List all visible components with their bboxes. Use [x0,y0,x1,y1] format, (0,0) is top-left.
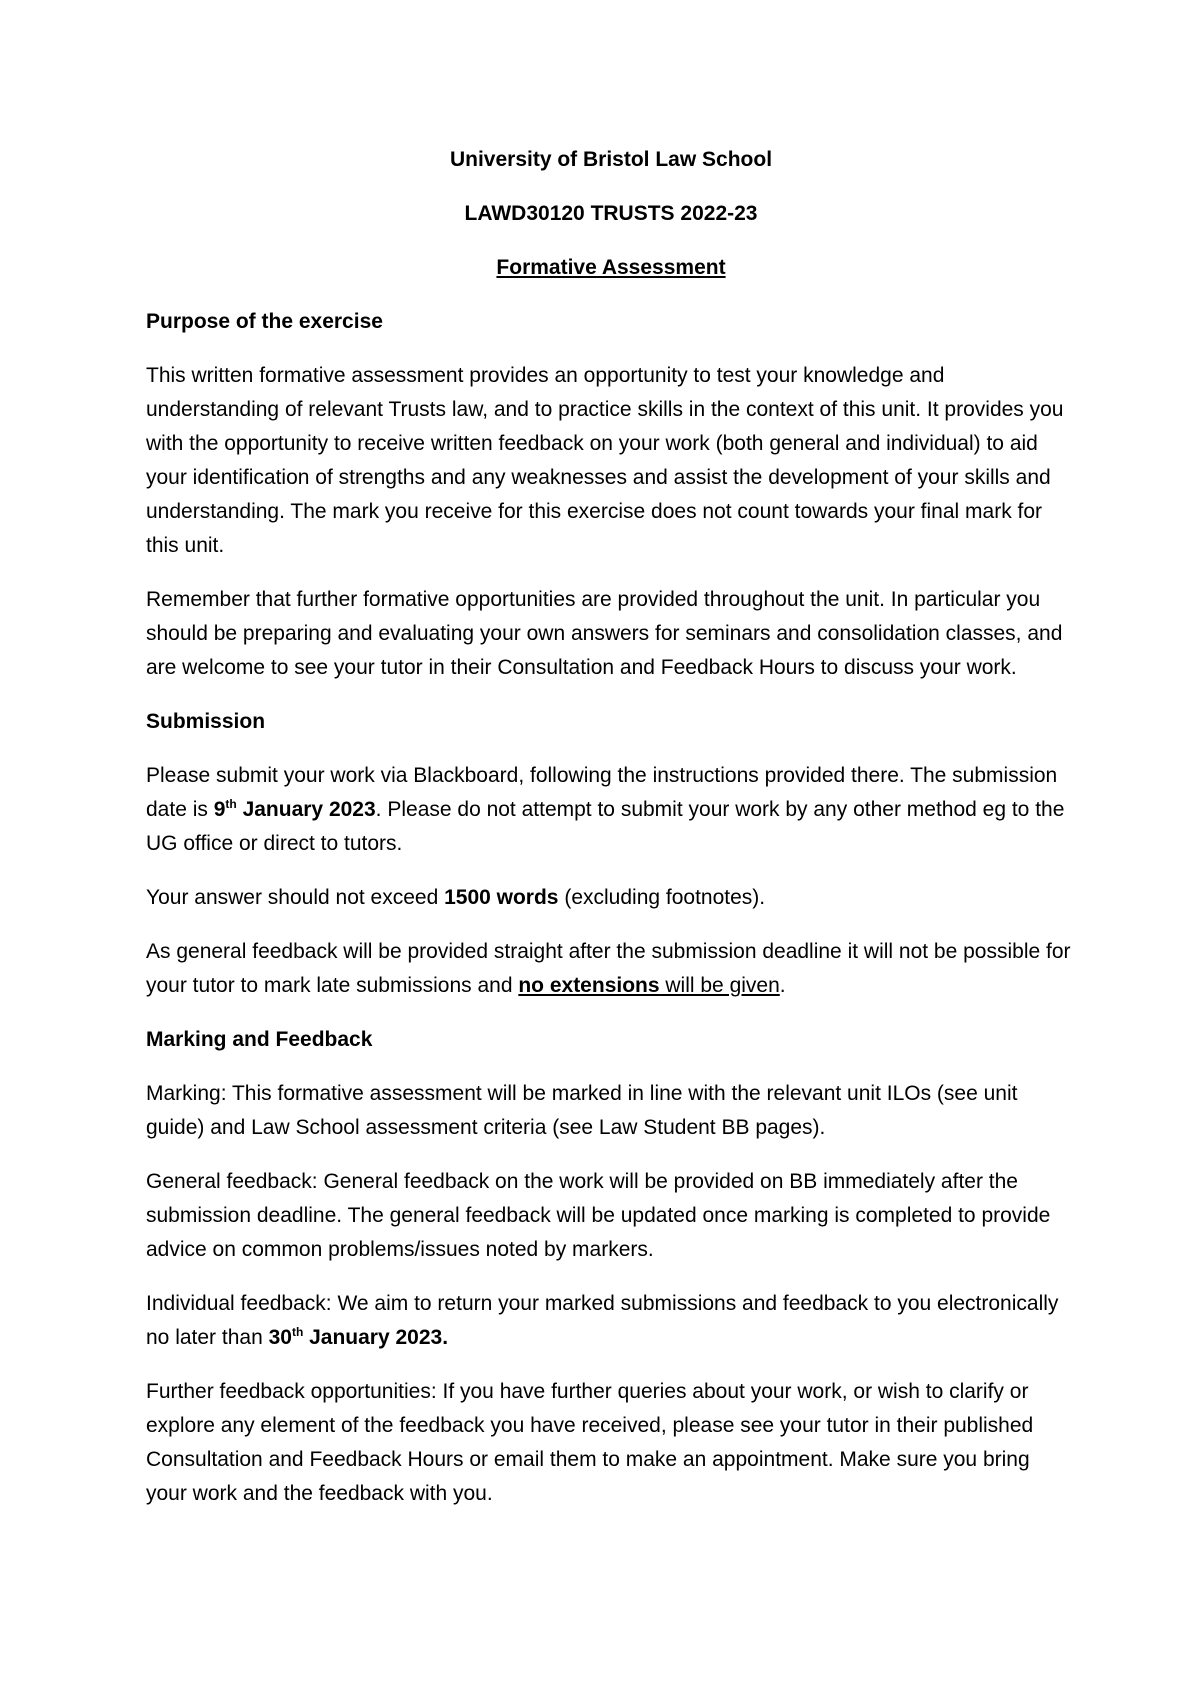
word-limit-text: Your answer should not exceed [146,886,445,909]
return-date-rest: January 2023. [303,1326,449,1349]
submission-paragraph-3 [146,935,1076,1003]
late-submission-text: As general feedback will be provided straight after the submission deadline it will not be possible for your tutor to mark late submissions and [146,940,1071,997]
late-submission-end: . [779,974,786,997]
word-limit: 1500 words [444,886,559,909]
purpose-paragraph-1: This written formative assessment provides an opportunity to test your knowledge and understanding of relevant Trusts law, and to practice skills in the context of this unit. It provides you with the opportunity to receive written feedback on your work (both general and individual) to aid your identification of strengths and any weaknesses and assist the development of your skills and understanding. The mark you receive for this exercise does not count towards your final mark for this unit. [146,364,1064,557]
will-be-given-text: will be given [659,974,780,997]
submission-date [214,798,376,821]
individual-feedback-paragraph [146,1287,1076,1355]
general-feedback-paragraph: General feedback: General feedback on the work will be provided on BB immediately after the submission deadline. The general feedback will be updated once marking is completed to provide advice on common problems/issues noted by markers. [146,1170,1051,1261]
purpose-paragraph-2: Remember that further formative opportunities are provided throughout the unit. In particular you should be preparing and evaluating your own answers for seminars and consolidation classes, and are welcome to see your tutor in their Consultation and Feedback Hours to discuss your work. [146,588,1063,679]
assessment-title: Formative Assessment [496,256,726,279]
purpose-heading: Purpose of the exercise [146,310,383,333]
submission-instructions-text: Please submit your work via Blackboard, following the instructions provided there. The submission date is [146,764,1058,821]
submission-heading: Submission [146,710,266,733]
document-body [146,143,1076,1531]
return-date-suffix: th [291,1325,304,1339]
marking-paragraph: Marking: This formative assessment will be marked in line with the relevant unit ILOs (see unit guide) and Law School assessment criteria (see Law Student BB pages). [146,1082,1018,1139]
unit-title: LAWD30120 TRUSTS 2022-23 [464,202,758,225]
no-extensions-text: no extensions [518,974,660,997]
marking-heading: Marking and Feedback [146,1028,373,1051]
submission-paragraph-2 [146,881,1076,915]
submission-paragraph-1 [146,759,1076,861]
individual-feedback-text: Individual feedback: We aim to return your marked submissions and feedback to you electronically no later than [146,1292,1059,1349]
return-date [269,1326,448,1349]
return-date-day: 30 [268,1326,292,1349]
submission-date-suffix: th [225,797,237,811]
institution-title: University of Bristol Law School [449,148,773,171]
word-limit-note: (excluding footnotes). [558,886,766,909]
further-feedback-paragraph: Further feedback opportunities: If you have further queries about your work, or wish to clarify or explore any element of the feedback you have received, please see your tutor in their published Consultation and Feedback Hours or email them to make an appointment. Make sure you bring your work and the feedback with you. [146,1380,1034,1505]
submission-date-rest: January 2023 [236,798,376,821]
submission-method-text: . Please do not attempt to submit your work by any other method eg to the UG office or direct to tutors. [146,798,1065,855]
submission-date-day: 9 [213,798,226,821]
